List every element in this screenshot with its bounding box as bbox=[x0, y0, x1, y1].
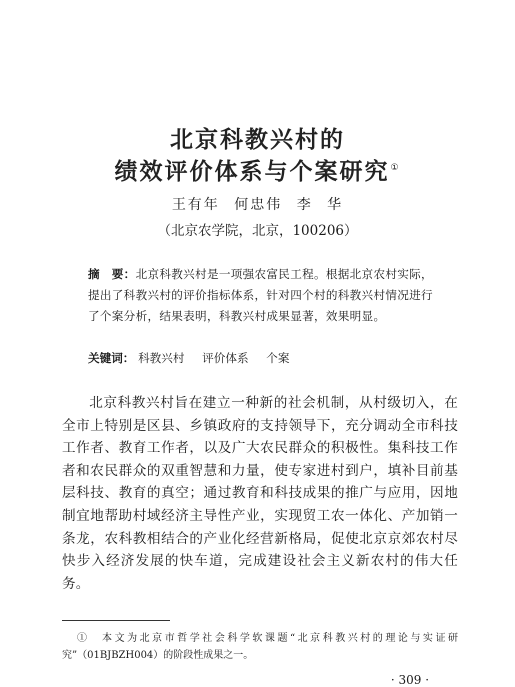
abstract-label: 摘 要： bbox=[88, 267, 136, 281]
page-number: · 309 · bbox=[390, 673, 430, 687]
title-line-2-text: 绩效评价体系与个案研究 bbox=[114, 159, 390, 185]
keyword-item: 评价体系 bbox=[202, 351, 249, 365]
footnote-rule bbox=[62, 620, 170, 621]
title-line-1-text: 北京科教兴村的 bbox=[170, 127, 345, 153]
title-line-2 bbox=[0, 153, 515, 186]
affiliation: （北京农学院，北京，100206） bbox=[157, 223, 358, 239]
abstract-text: 北京科教兴村是一项强农富民工程。根据北京农村实际，提出了科教兴村的评价指标体系，针对四个村的科教兴村情况进行了个案分析，结果表明，科教兴村成果显著，效果明显。 bbox=[88, 267, 433, 323]
keywords bbox=[88, 348, 440, 369]
keyword-item: 科教兴村 bbox=[138, 351, 185, 365]
body-paragraph: 北京科教兴村旨在建立一种新的社会机制，从村级切入，在全市上特别是区县、乡镇政府的支持领导下，充分调动全市科技工作者、教育工作者，以及广大农民群众的积极性。集科技工作者和农民群众的双重智慧和力量，使专家进村到户，填补目前基层科技、教育的真空；通过教育和科技成果的推广与应用，因地制宜地帮助村域经济主导性产业，实现贸工农一体化、产加销一条龙，农科教相结合的产业化经营新格局，促使北京京郊农村尽快步入经济发展的快车道，完成建设社会主义新农村的伟大任务。 bbox=[62, 395, 458, 592]
keywords-label: 关键词： bbox=[88, 351, 135, 365]
footnote: ① 本文为北京市哲学社会科学软课题“北京科教兴村的理论与实证研究”（01BJBZH004）的阶段性成果之一。 bbox=[62, 633, 458, 661]
authors: 王有年 何忠伟 李 华 bbox=[171, 197, 344, 213]
title-footnote-mark: ① bbox=[390, 163, 401, 174]
abstract bbox=[88, 264, 440, 327]
keyword-item: 个案 bbox=[266, 351, 290, 365]
title-line-1 bbox=[0, 121, 515, 154]
